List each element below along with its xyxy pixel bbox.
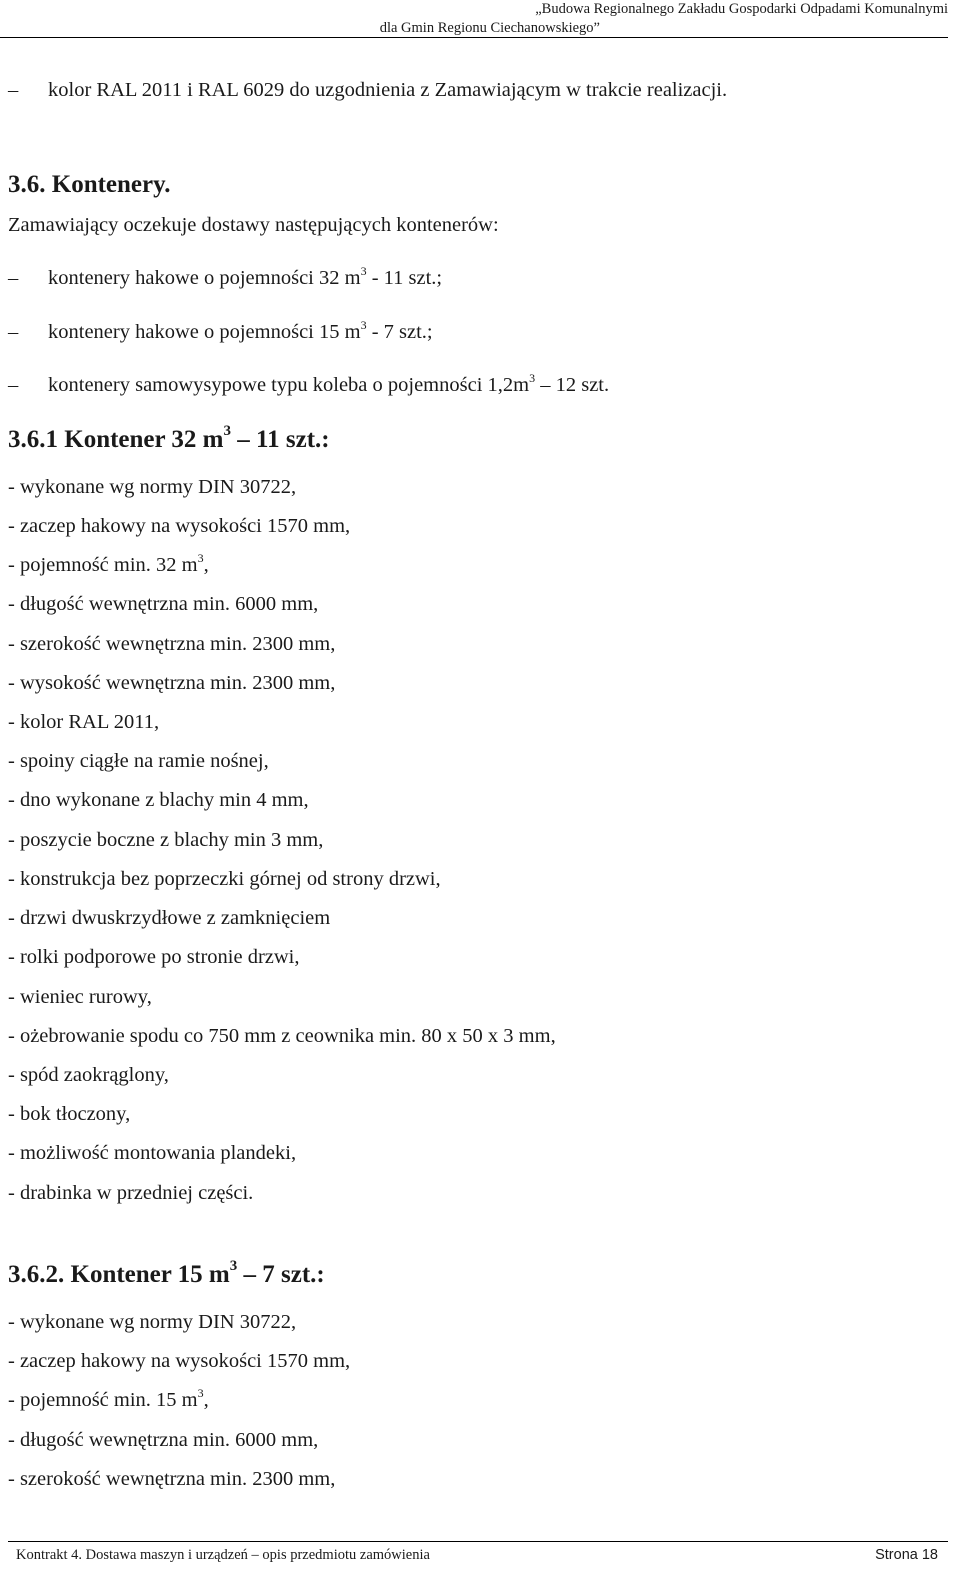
- spec-line: - wykonane wg normy DIN 30722,: [8, 1311, 297, 1333]
- list-item-text: – 12 szt.: [535, 374, 610, 396]
- list-item-text: kolor RAL 2011 i RAL 6029 do uzgodnienia z Zamawiającym w trakcie realizacji.: [48, 79, 728, 101]
- spec-line: - spód zaokrąglony,: [8, 1064, 169, 1086]
- spec-line: - ożebrowanie spodu co 750 mm z ceownika min. 80 x 50 x 3 mm,: [8, 1025, 556, 1047]
- heading-text: – 7 szt.:: [237, 1261, 325, 1288]
- list-item: [8, 320, 433, 344]
- heading-text: 3.6.1 Kontener 32 m: [8, 426, 224, 453]
- spec-line: - konstrukcja bez poprzeczki górnej od strony drzwi,: [8, 868, 441, 890]
- superscript: 3: [360, 318, 367, 332]
- spec-line: - wieniec rurowy,: [8, 986, 152, 1008]
- spec-line: - długość wewnętrzna min. 6000 mm,: [8, 1429, 319, 1451]
- list-dash: –: [8, 267, 19, 289]
- heading-text: 3.6.2. Kontener 15 m: [8, 1261, 230, 1288]
- header-title-line2: dla Gmin Regionu Ciechanowskiego”: [379, 20, 600, 36]
- list-item: [8, 78, 727, 102]
- header-title-line1: „Budowa Regionalnego Zakładu Gospodarki Odpadami Komunalnymi: [535, 1, 948, 17]
- spec-line: - możliwość montowania plandeki,: [8, 1142, 297, 1164]
- list-item-text: kontenery samowysypowe typu koleba o pojemności 1,2m: [48, 374, 530, 396]
- spec-line: - poszycie boczne z blachy min 3 mm,: [8, 829, 324, 851]
- spec-line: - zaczep hakowy na wysokości 1570 mm,: [8, 1350, 351, 1372]
- spec-line: - drabinka w przedniej części.: [8, 1182, 254, 1204]
- spec-line: [8, 1388, 209, 1412]
- spec-line: [8, 553, 209, 577]
- superscript: 3: [223, 423, 231, 439]
- superscript: 3: [197, 551, 204, 565]
- spec-line: - szerokość wewnętrzna min. 2300 mm,: [8, 1468, 336, 1490]
- superscript: 3: [229, 1258, 238, 1274]
- superscript: 3: [529, 371, 536, 385]
- spec-line: - szerokość wewnętrzna min. 2300 mm,: [8, 633, 336, 655]
- spec-line: - dno wykonane z blachy min 4 mm,: [8, 789, 309, 811]
- list-dash: –: [8, 321, 19, 343]
- spec-text: ,: [203, 1389, 209, 1411]
- spec-text: - pojemność min. 15 m: [8, 1389, 198, 1411]
- list-dash: –: [8, 374, 19, 396]
- footer-contract-title: Kontrakt 4. Dostawa maszyn i urządzeń – opis przedmiotu zamówienia: [16, 1547, 430, 1563]
- section-lead: Zamawiający oczekuje dostawy następujących kontenerów:: [8, 214, 499, 236]
- spec-text: ,: [203, 554, 209, 576]
- spec-line: - rolki podporowe po stronie drzwi,: [8, 946, 300, 968]
- superscript: 3: [197, 1386, 204, 1400]
- superscript: 3: [360, 264, 367, 278]
- subsection-heading: [8, 1260, 325, 1290]
- spec-line: - wysokość wewnętrzna min. 2300 mm,: [8, 672, 336, 694]
- spec-line: - kolor RAL 2011,: [8, 711, 160, 733]
- list-dash: –: [8, 79, 19, 101]
- list-item: [8, 266, 442, 290]
- list-item-text: kontenery hakowe o pojemności 32 m: [48, 267, 361, 289]
- spec-line: - długość wewnętrzna min. 6000 mm,: [8, 593, 319, 615]
- page-footer: [8, 1541, 948, 1568]
- list-item-text: - 11 szt.;: [366, 267, 443, 289]
- spec-text: - pojemność min. 32 m: [8, 554, 198, 576]
- spec-line: - drzwi dwuskrzydłowe z zamknięciem: [8, 907, 331, 929]
- spec-line: - zaczep hakowy na wysokości 1570 mm,: [8, 515, 351, 537]
- list-item-text: - 7 szt.;: [366, 321, 433, 343]
- subsection-heading: [8, 425, 330, 455]
- page-header: [0, 0, 948, 38]
- spec-line: - spoiny ciągłe na ramie nośnej,: [8, 750, 269, 772]
- spec-line: - bok tłoczony,: [8, 1103, 131, 1125]
- list-item-text: kontenery hakowe o pojemności 15 m: [48, 321, 361, 343]
- list-item: [8, 373, 609, 397]
- spec-line: - wykonane wg normy DIN 30722,: [8, 476, 297, 498]
- section-heading: 3.6. Kontenery.: [8, 171, 171, 198]
- heading-text: – 11 szt.:: [231, 426, 330, 453]
- page-number: Strona 18: [875, 1547, 938, 1563]
